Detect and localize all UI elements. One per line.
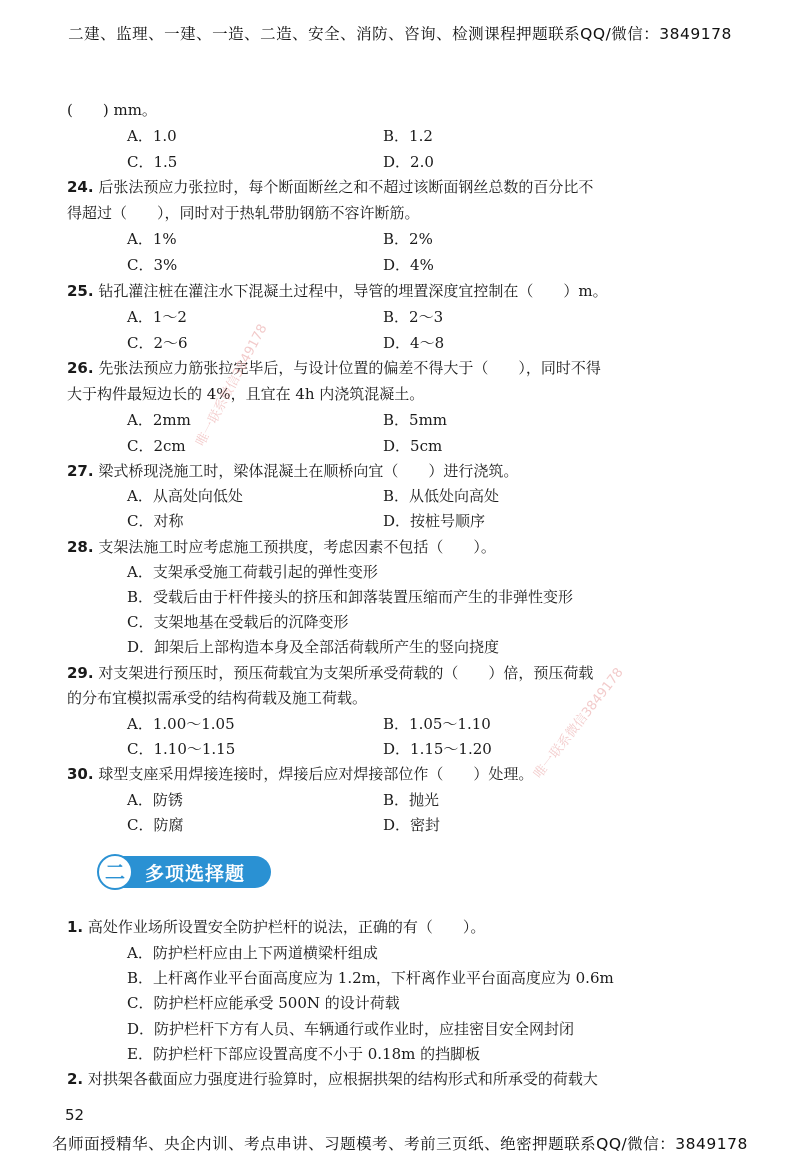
option-d: D．4～8: [383, 334, 445, 352]
multi-question-1: [67, 916, 485, 938]
option-c: C．2cm: [127, 437, 186, 455]
page-footer-banner: 名师面授精华、央企内训、考点串讲、习题模考、考前三页纸、绝密押题联系QQ/微信：3849178: [52, 1135, 748, 1153]
option-c: C．2～6: [127, 334, 188, 352]
question-number: 30.: [67, 765, 94, 783]
question-24: [67, 176, 593, 198]
watermark: 唯一联系微信3849178: [193, 321, 271, 449]
question-26: [67, 357, 601, 379]
option-d: D．按桩号顺序: [383, 512, 486, 530]
page-header-banner: 二建、监理、一建、一造、二造、安全、消防、咨询、检测课程押题联系QQ/微信：3849178: [68, 25, 732, 43]
option-c: C．对称: [127, 512, 184, 530]
question-text: 对拱架各截面应力强度进行验算时，应根据拱架的结构形式和所承受的荷载大: [87, 1070, 598, 1088]
option-b: B．5mm: [383, 411, 448, 429]
option-b: B．抛光: [383, 791, 440, 809]
option-d: D．1.15～1.20: [383, 740, 492, 758]
option-e: E．防护栏杆下部应设置高度不小于 0.18m 的挡脚板: [127, 1045, 481, 1063]
question-text: 支架法施工时应考虑施工预拱度，考虑因素不包括（ ）。: [98, 538, 496, 556]
option-c: C．支架地基在受载后的沉降变形: [127, 613, 349, 631]
question-27: [67, 460, 518, 482]
option-d: D．2.0: [383, 153, 434, 171]
question-number: 25.: [67, 282, 94, 300]
option-b: B．2～3: [383, 308, 444, 326]
question-text: 梁式桥现浇施工时，梁体混凝土在顺桥向宜（ ）进行浇筑。: [98, 462, 519, 480]
option-a: A．1～2: [127, 308, 187, 326]
option-a: A．2mm: [127, 411, 191, 429]
option-c: C．防腐: [127, 816, 184, 834]
option-d: D．卸架后上部构造本身及全部活荷载所产生的竖向挠度: [127, 638, 500, 656]
multi-question-2: [67, 1068, 598, 1090]
option-a: A．从高处向低处: [127, 487, 243, 505]
question-number: 28.: [67, 538, 94, 556]
section-number-badge: 二: [97, 854, 133, 890]
option-c: C．防护栏杆应能承受 500N 的设计荷载: [127, 994, 400, 1012]
option-a: A．支架承受施工荷载引起的弹性变形: [127, 563, 378, 581]
watermark: 唯一联系微信3849178: [531, 665, 627, 782]
question-number: 1.: [67, 918, 84, 936]
option-b: B．2%: [383, 230, 433, 248]
option-d: D．5cm: [383, 437, 443, 455]
question-24-continuation: 得超过（ ），同时对于热轧带肋钢筋不容许断筋。: [67, 204, 420, 222]
section-title: 多项选择题: [145, 863, 246, 885]
option-b: B．从低处向高处: [383, 487, 500, 505]
option-b: B．受载后由于杆件接头的挤压和卸落装置压缩而产生的非弹性变形: [127, 588, 574, 606]
option-b: B．上杆离作业平台面高度应为 1.2m，下杆离作业平台面高度应为 0.6m: [127, 969, 614, 987]
question-number: 2.: [67, 1070, 84, 1088]
question-number: 29.: [67, 664, 94, 682]
option-a: A．防护栏杆应由上下两道横梁杆组成: [127, 944, 378, 962]
option-b: B．1.2: [383, 127, 433, 145]
question-number: 26.: [67, 359, 94, 377]
page-number: 52: [65, 1106, 85, 1124]
option-a: A．防锈: [127, 791, 183, 809]
question-continuation: ( ) mm。: [67, 101, 157, 119]
option-c: C．1.10～1.15: [127, 740, 236, 758]
option-d: D．4%: [383, 256, 434, 274]
option-a: A．1.0: [127, 127, 177, 145]
question-29: [67, 662, 593, 684]
option-c: C．1.5: [127, 153, 178, 171]
question-28: [67, 536, 496, 558]
option-b: B．1.05～1.10: [383, 715, 491, 733]
question-number: 24.: [67, 178, 94, 196]
question-text: 先张法预应力筋张拉完毕后，与设计位置的偏差不得大于（ ），同时不得: [98, 359, 601, 377]
section-heading: [97, 854, 273, 890]
question-text: 球型支座采用焊接连接时，焊接后应对焊接部位作（ ）处理。: [98, 765, 534, 783]
option-d: D．密封: [383, 816, 441, 834]
question-text: 高处作业场所设置安全防护栏杆的说法，正确的有（ ）。: [87, 918, 486, 936]
question-29-continuation: 的分布宜模拟需承受的结构荷载及施工荷载。: [67, 689, 368, 707]
question-25: [67, 280, 608, 302]
option-c: C．3%: [127, 256, 178, 274]
option-a: A．1.00～1.05: [127, 715, 235, 733]
question-text: 钻孔灌注桩在灌注水下混凝土过程中，导管的埋置深度宜控制在（ ）m。: [98, 282, 608, 300]
question-text: 对支架进行预压时，预压荷载宜为支架所承受荷载的（ ）倍，预压荷载: [98, 664, 594, 682]
question-text: 后张法预应力张拉时，每个断面断丝之和不超过该断面钢丝总数的百分比不: [98, 178, 594, 196]
question-30: [67, 763, 533, 785]
option-a: A．1%: [127, 230, 177, 248]
option-d: D．防护栏杆下方有人员、车辆通行或作业时，应挂密目安全网封闭: [127, 1020, 575, 1038]
question-number: 27.: [67, 462, 94, 480]
question-26-continuation: 大于构件最短边长的 4%，且宜在 4h 内浇筑混凝土。: [67, 385, 425, 403]
